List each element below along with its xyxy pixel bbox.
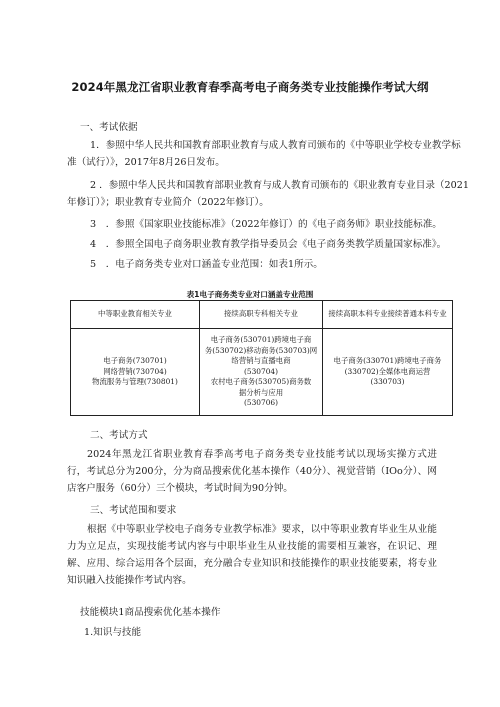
table-caption: 表1电子商务类专业对口涵盖专业范围 bbox=[186, 290, 314, 299]
table-cell-college-majors bbox=[200, 329, 323, 416]
major-entry: 电子商务(330701)跨境电子商务 bbox=[333, 356, 442, 366]
table-header-row bbox=[71, 301, 453, 329]
basis-item-2-line-2: 年修订）》；职业教育专业简介（2022年修订）。 bbox=[67, 197, 269, 208]
basis-item-4: 4 ．参照全国电子商务职业教育教学指导委员会《电子商务类教学质量国家标准》。 bbox=[90, 239, 447, 250]
document-title: 2024年黑龙江省职业教育春季高考电子商务类专业技能操作考试大纲 bbox=[71, 80, 429, 94]
basis-item-2-line-1: 2 ．参照中华人民共和国教育部职业教育与成人教育司颁布的《职业教育专业目录（2021 bbox=[90, 180, 469, 191]
major-entry: 电子商务(530701)跨境电子商 bbox=[210, 335, 312, 345]
table-header-secondary: 中等职业教育相关专业 bbox=[71, 301, 200, 329]
major-entry: 农村电子商务(530705)商务数 bbox=[210, 377, 312, 387]
basis-item-5: 5 ．电子商务类专业对口涵盖专业范围：如表1所示。 bbox=[90, 259, 323, 270]
major-entry: 据分析与应用 bbox=[238, 387, 284, 397]
basis-item-1-line-2: 准（试行）》，2017年8月26日发布。 bbox=[67, 157, 225, 168]
major-entry: 电子商务(730701) bbox=[103, 356, 167, 366]
major-entry: 物流服务与管理(730801) bbox=[92, 377, 178, 387]
major-entry: (330702)全媒体电商运营 bbox=[344, 366, 431, 376]
basis-item-3: 3 ．参照《国家职业技能标准》（2022年修订）的《电子商务师》职业技能标准。 bbox=[90, 219, 442, 230]
table-header-vocational-college: 接续高职专科相关专业 bbox=[200, 301, 323, 329]
table-cell-undergraduate-majors bbox=[323, 329, 453, 416]
scope-paragraph: 根据《中等职业学校电子商务专业教学标准》要求，以中等职业教育毕业生从业能力为立足点，实现技能考试内容与中职毕业生从业技能的需要相互兼容，在识记、理解、应用、综合运用各个层面，充分融合专业知识和技能操作的职业技能要素，将专业知识融入技能操作考试内容。 bbox=[67, 524, 437, 586]
basis-item-1-line-1: 1．参照中华人民共和国教育部职业教育与成人教育司颁布的《中等职业学校专业教学标 bbox=[90, 140, 461, 151]
major-entry: (330703) bbox=[370, 377, 405, 387]
major-entry: (530704) bbox=[244, 366, 278, 376]
module-1-subheading: 1.知识与技能 bbox=[84, 627, 142, 638]
method-paragraph: 2024年黑龙江省职业教育春季高考电子商务类专业技能考试以现场实操方式进行，考试总分为200分，分为商品搜索优化基本操作（40分）、视觉营销（IOo分）、网店客户服务（60分）三个模块，考试时间为90分钟。 bbox=[67, 449, 437, 494]
major-scope-table bbox=[70, 300, 453, 416]
section-heading-basis: 一、考试依据 bbox=[80, 122, 138, 133]
major-entry: 网络营销(730704) bbox=[103, 366, 167, 376]
major-entry: (530706) bbox=[244, 398, 278, 408]
table-row bbox=[71, 329, 453, 416]
section-heading-scope: 三、考试范围和要求 bbox=[90, 505, 177, 516]
major-entry: 务(530702)移动商务(530703)网 bbox=[204, 345, 318, 355]
section-heading-method: 二、考试方式 bbox=[90, 430, 148, 441]
major-entry: 络营销与直播电商 bbox=[231, 356, 291, 366]
module-1-heading: 技能模块1商品搜索优化基本操作 bbox=[80, 607, 221, 618]
table-cell-secondary-majors bbox=[71, 329, 200, 416]
table-header-undergraduate: 接续高职本科专业接续普通本科专业 bbox=[323, 301, 453, 329]
